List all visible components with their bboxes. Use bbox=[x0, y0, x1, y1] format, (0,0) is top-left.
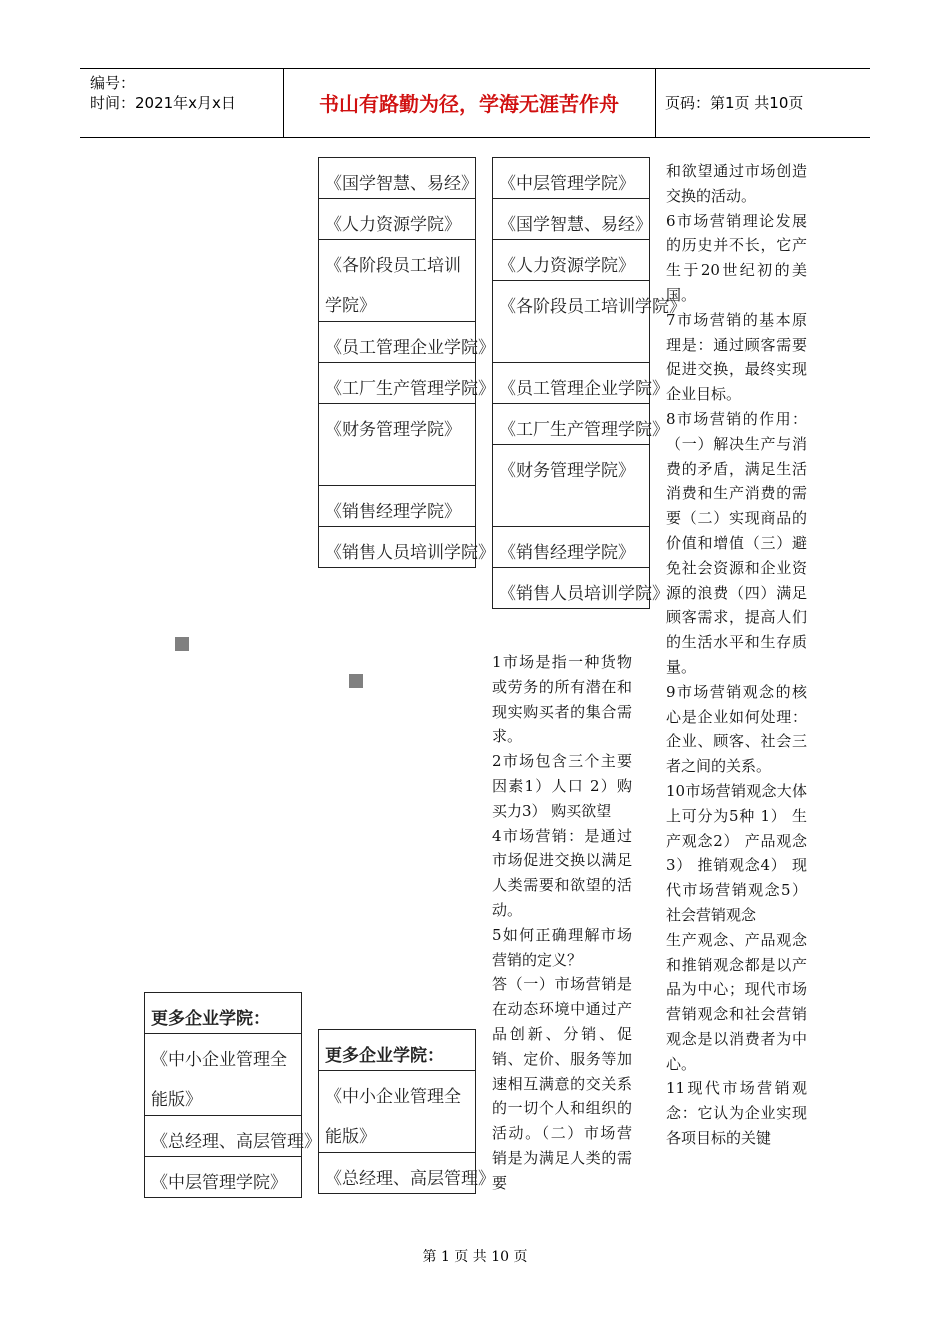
academy-cell: 《销售经理学院》 bbox=[319, 486, 475, 527]
more-academies-table-d bbox=[318, 1029, 495, 1194]
document-number: 编号： bbox=[90, 74, 136, 92]
paragraph: 5如何正确理解市场营销的定义？ bbox=[492, 925, 632, 969]
header-motto: 书山有路勤为径，学海无涯苦作舟 bbox=[319, 92, 619, 116]
academy-cell: 《销售人员培训学院》 bbox=[493, 568, 649, 609]
academy-cell: 《销售人员培训学院》 bbox=[319, 527, 475, 568]
academy-cell: 《中层管理学院》 bbox=[493, 158, 649, 199]
paragraph: 生产观念、产品观念和推销观念都是以产品为中心；现代市场营销观念和社会营销观念是以消费者为中心。 bbox=[666, 930, 807, 1073]
paragraph: 答（一）市场营销是在动态环境中通过产品创新、分销、促销、定价、服务等加速相互满意的交关系的一切个人和组织的活动。（二）市场营销是为满足人类的需要 bbox=[492, 975, 632, 1192]
right-text-column bbox=[666, 159, 807, 1151]
academy-cell: 《工厂生产管理学院》 bbox=[493, 404, 649, 445]
paragraph: 8市场营销的作用：（一）解决生产与消费的矛盾，满足生活消费和生产消费的需要（二）实现商品的价值和增值（三）避免社会资源和企业资源的浪费（四）满足顾客需求，提高人们的生活水平和生存质量。 bbox=[666, 409, 807, 676]
page-header bbox=[80, 68, 870, 138]
bullet-square bbox=[175, 637, 189, 651]
more-academies-heading: 更多企业学院： bbox=[145, 993, 301, 1034]
academy-cell: 《工厂生产管理学院》 bbox=[319, 363, 475, 404]
header-page-info: 页码：第1页 共10页 bbox=[665, 94, 804, 112]
middle-text-column bbox=[492, 650, 632, 1196]
paragraph: 和欲望通过市场创造交换的活动。 bbox=[666, 162, 807, 205]
bullet-square bbox=[349, 674, 363, 688]
academy-cell: 《国学智慧、易经》 bbox=[319, 158, 475, 199]
academy-cell: 《总经理、高层管理》 bbox=[319, 1153, 475, 1194]
paragraph: 1市场是指一种货物或劳务的所有潜在和现实购买者的集合需求。 bbox=[492, 653, 632, 746]
paragraph: 10市场营销观念大体上可分为5种 1） 生产观念2） 产品观念3） 推销观念4） 现代市场营销观念5） 社会营销观念 bbox=[666, 781, 807, 924]
academy-cell: 《销售经理学院》 bbox=[493, 527, 649, 568]
academy-cell: 《人力资源学院》 bbox=[319, 199, 475, 240]
academy-cell: 《总经理、高层管理》 bbox=[145, 1116, 301, 1157]
paragraph: 7市场营销的基本原理是：通过顾客需要促进交换，最终实现企业目标。 bbox=[666, 310, 807, 404]
academy-cell: 《员工管理企业学院》 bbox=[319, 322, 475, 363]
academy-table-a bbox=[318, 157, 495, 568]
paragraph: 9市场营销观念的核心是企业如何处理：企业、顾客、社会三者之间的关系。 bbox=[666, 682, 807, 776]
academy-cell: 《中小企业管理全能版》 bbox=[319, 1071, 475, 1153]
academy-table-b bbox=[492, 157, 686, 609]
header-divider bbox=[655, 69, 656, 137]
more-academies-heading: 更多企业学院： bbox=[319, 1030, 475, 1071]
page-footer: 第 1 页 共 10 页 bbox=[422, 1249, 528, 1265]
academy-cell: 《人力资源学院》 bbox=[493, 240, 649, 281]
header-meta bbox=[90, 73, 236, 113]
academy-cell: 《财务管理学院》 bbox=[493, 445, 649, 527]
academy-cell: 《中小企业管理全能版》 bbox=[145, 1034, 301, 1116]
academy-cell: 《财务管理学院》 bbox=[319, 404, 475, 486]
paragraph: 4市场营销：是通过市场促进交换以满足人类需要和欲望的活动。 bbox=[492, 826, 632, 919]
academy-cell: 《中层管理学院》 bbox=[145, 1157, 301, 1198]
academy-cell: 《国学智慧、易经》 bbox=[493, 199, 649, 240]
paragraph: 6市场营销理论发展的历史并不长，它产生于20世纪初的美国。 bbox=[666, 211, 807, 304]
paragraph: 11现代市场营销观念：它认为企业实现各项目标的关键 bbox=[666, 1079, 807, 1148]
paragraph: 2市场包含三个主要因素1）人口 2）购买力3） 购买欲望 bbox=[492, 752, 632, 820]
more-academies-table-c bbox=[144, 992, 321, 1198]
academy-cell: 《员工管理企业学院》 bbox=[493, 363, 649, 404]
document-date: 时间：2021年x月x日 bbox=[90, 94, 236, 112]
academy-cell: 《各阶段员工培训学院》 bbox=[493, 281, 649, 363]
academy-cell: 《各阶段员工培训学院》 bbox=[319, 240, 475, 322]
